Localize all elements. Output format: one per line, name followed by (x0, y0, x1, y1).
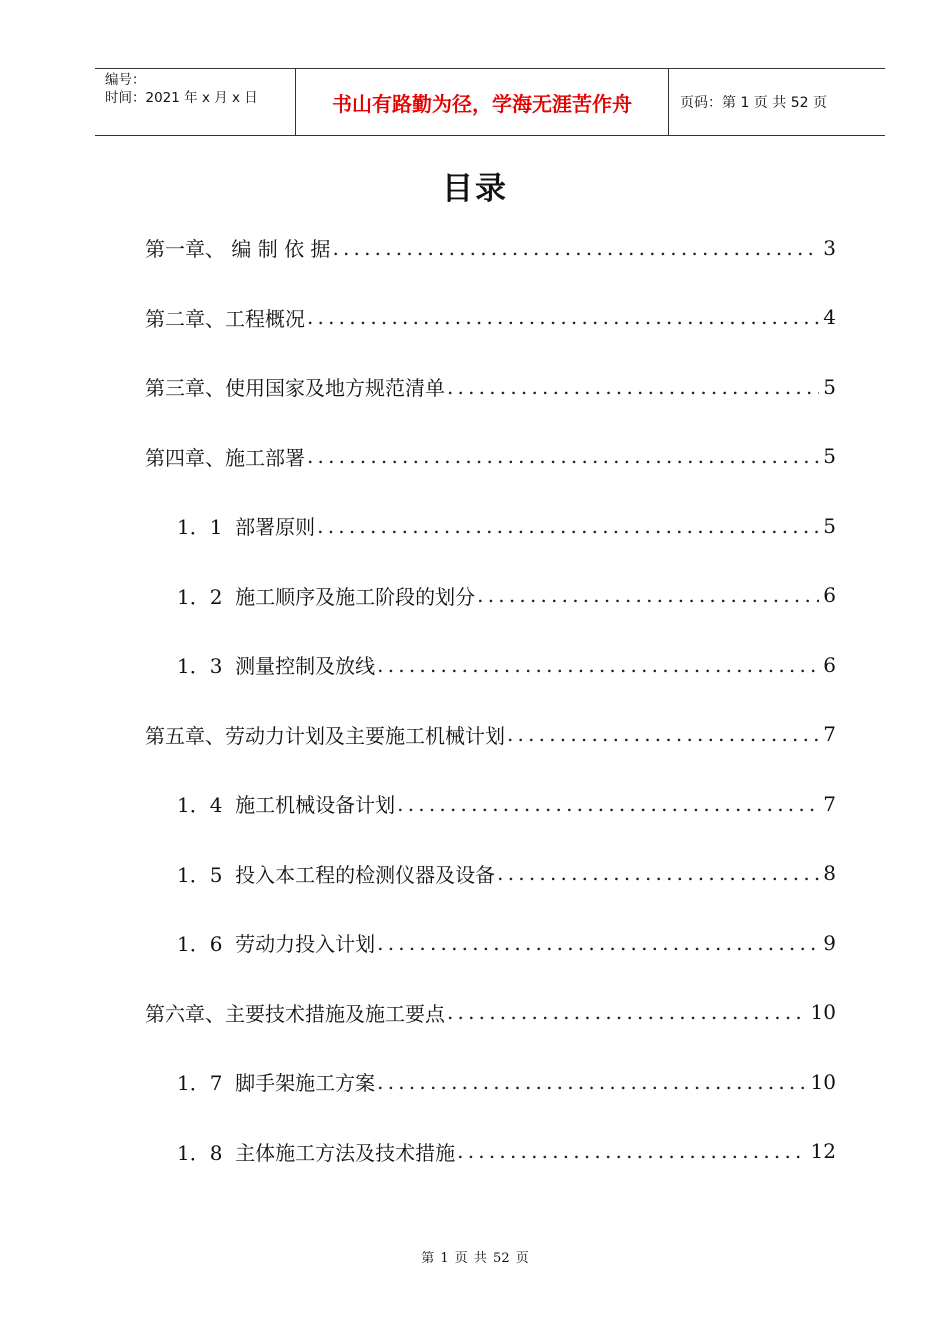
toc-entry-page: 9 (823, 930, 836, 955)
header-motto (296, 69, 669, 135)
toc-entry[interactable] (0, 700, 950, 770)
toc-entry-text: 第二章、工程概况 (145, 306, 305, 331)
toc-entry[interactable] (0, 908, 950, 978)
toc-leader-dots (447, 1000, 807, 1024)
toc-entry-text: 1．7 脚手架施工方案 (177, 1071, 376, 1096)
toc-entry[interactable] (0, 491, 950, 561)
toc-entry-page: 5 (823, 444, 836, 469)
toc-entry-text: 1．8 主体施工方法及技术措施 (177, 1140, 456, 1165)
time-label: 时间：2021 年 x 月 x 日 (105, 90, 258, 106)
toc-entry-page: 10 (810, 1000, 836, 1025)
toc-entry-text: 第三章、使用国家及地方规范清单 (145, 376, 445, 401)
toc-entry[interactable] (0, 1047, 950, 1117)
toc-leader-dots (332, 236, 819, 260)
toc-leader-dots (477, 583, 819, 607)
toc-entry-page: 5 (823, 513, 836, 538)
toc-entry-page: 7 (823, 722, 836, 747)
toc-entry[interactable] (0, 352, 950, 422)
toc-leader-dots (317, 514, 819, 538)
toc-leader-dots (307, 305, 819, 329)
toc-entry-page: 10 (810, 1069, 836, 1094)
toc-leader-dots (377, 931, 819, 955)
toc-leader-dots (377, 1070, 806, 1094)
header-page-info: 页码：第 1 页 共 52 页 (680, 95, 827, 111)
toc-entry[interactable] (0, 213, 950, 283)
toc-entry-page: 6 (823, 652, 836, 677)
toc-entry-page: 12 (810, 1139, 836, 1164)
header-meta-cell (95, 69, 296, 135)
toc-leader-dots (447, 375, 819, 399)
toc-entry[interactable] (0, 422, 950, 492)
toc-entry-text: 1．1 部署原则 (177, 515, 316, 540)
toc-entry-text: 第五章、劳动力计划及主要施工机械计划 (145, 723, 505, 748)
toc-entry[interactable] (0, 283, 950, 353)
serial-number-label: 编号： (105, 72, 146, 88)
document-header (95, 68, 885, 136)
toc-leader-dots (377, 653, 819, 677)
toc-entry[interactable] (0, 978, 950, 1048)
toc-entry-text: 1．4 施工机械设备计划 (177, 793, 396, 818)
toc-entry-page: 3 (823, 235, 836, 260)
toc-entry[interactable] (0, 769, 950, 839)
toc-leader-dots (507, 722, 819, 746)
toc-entry-page: 5 (823, 374, 836, 399)
toc-entry-page: 6 (823, 583, 836, 608)
toc-leader-dots (457, 1139, 806, 1163)
toc-entry-text: 1．2 施工顺序及施工阶段的划分 (177, 584, 476, 609)
toc-entry[interactable] (0, 1117, 950, 1187)
toc-entry[interactable] (0, 839, 950, 909)
toc-entry-page: 8 (823, 861, 836, 886)
toc-entry-page: 4 (823, 305, 836, 330)
footer-page-number: 第 1 页 共 52 页 (421, 1251, 529, 1266)
header-page-cell (669, 69, 885, 135)
toc-title: 目录 (442, 171, 508, 207)
toc-entry-text: 1．5 投入本工程的检测仪器及设备 (177, 862, 496, 887)
toc-entry-page: 7 (823, 791, 836, 816)
toc-entry-text: 第六章、主要技术措施及施工要点 (145, 1001, 445, 1026)
toc-leader-dots (307, 444, 819, 468)
toc-entry-text: 第四章、施工部署 (145, 445, 305, 470)
toc-entry-text: 1．6 劳动力投入计划 (177, 932, 376, 957)
toc-entry-text: 第一章、 编 制 依 据 (145, 237, 331, 262)
toc-leader-dots (497, 861, 819, 885)
toc-leader-dots (397, 792, 819, 816)
toc-entry[interactable] (0, 561, 950, 631)
toc-entry[interactable] (0, 630, 950, 700)
table-of-contents (0, 213, 950, 1186)
toc-entry-text: 1．3 测量控制及放线 (177, 654, 376, 679)
motto-text: 书山有路勤为径，学海无涯苦作舟 (332, 91, 632, 116)
page-footer (0, 1247, 950, 1266)
